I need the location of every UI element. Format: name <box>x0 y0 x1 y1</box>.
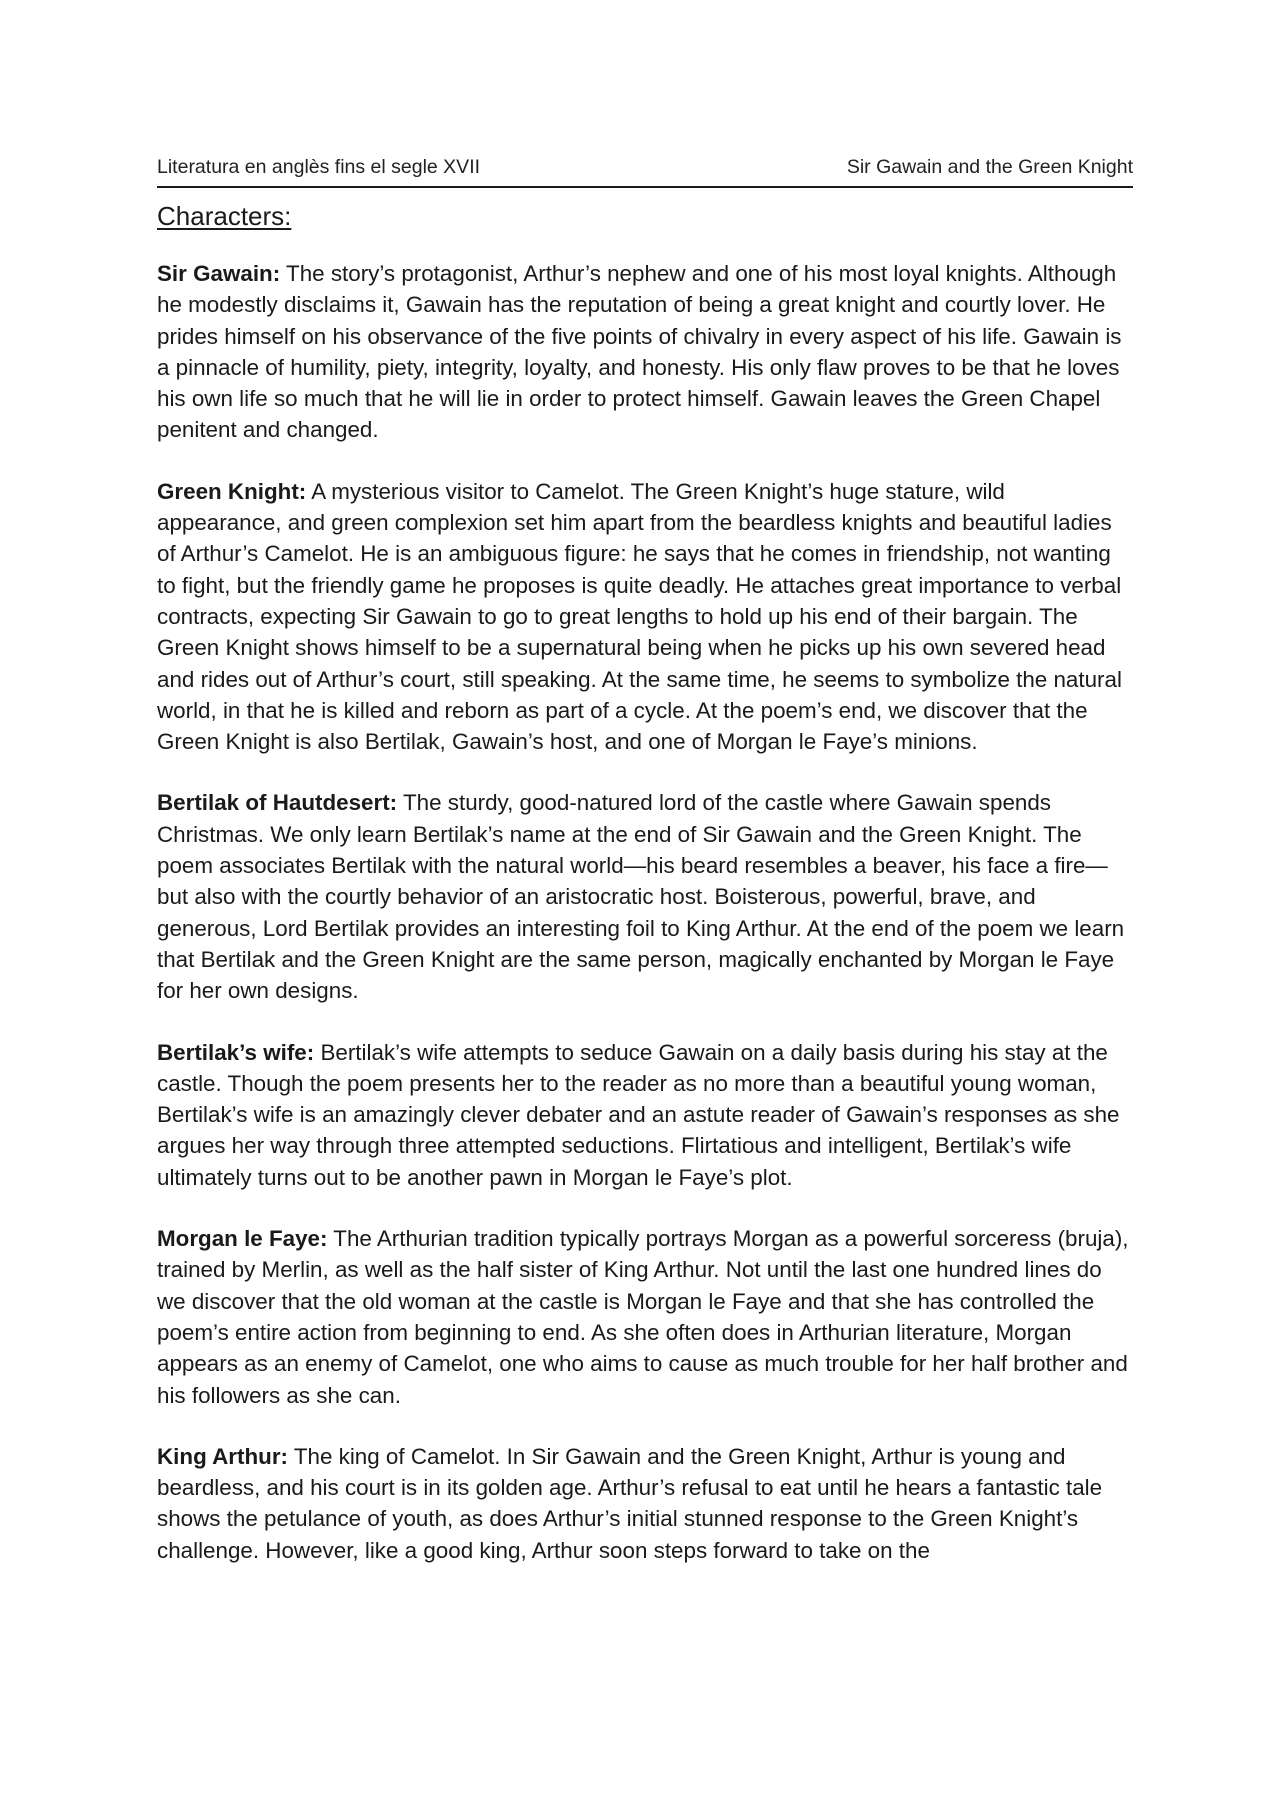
character-description: The Arthurian tradition typically portrays Morgan as a powerful sorceress (bruja), trained by Merlin, as well as the half sister of King Arthur. Not until the last one hundred lines do we discover that the old woman at the castle is Morgan le Faye and that she has controlled the poem’s entire action from beginning to end. As she often does in Arthurian literature, Morgan appears as an enemy of Camelot, one who aims to cause as much trouble for her half brother and his followers as she can. <box>157 1226 1129 1408</box>
header-work-title: Sir Gawain and the Green Knight <box>846 156 1133 178</box>
page-header <box>157 154 1133 180</box>
character-description: The king of Camelot. In Sir Gawain and the Green Knight, Arthur is young and beardless, and his court is in its golden age. Arthur’s refusal to eat until he hears a fantastic tale shows the petulance of youth, as does Arthur’s initial stunned response to the Green Knight’s challenge. However, like a good king, Arthur soon steps forward to take on the <box>157 1443 1103 1563</box>
character-entry-sir-gawain <box>157 258 1133 446</box>
character-entry-green-knight <box>157 476 1133 758</box>
character-name: Morgan le Faye: <box>157 1226 328 1252</box>
character-description: A mysterious visitor to Camelot. The Green Knight’s huge stature, wild appearance, and green complexion set him apart from the beardless knights and beautiful ladies of Arthur’s Camelot. He is an ambiguous figure: he says that he comes in friendship, not wanting to fight, but the friendly game he proposes is quite deadly. He attaches great importance to verbal contracts, expecting Sir Gawain to go to great lengths to hold up his end of their bargain. The Green Knight shows himself to be a supernatural being when he picks up his own severed head and rides out of Arthur’s court, still speaking. At the same time, he seems to symbolize the natural world, in that he is killed and reborn as part of a cycle. At the poem’s end, we discover that the Green Knight is also Bertilak, Gawain’s host, and one of Morgan le Faye’s minions. <box>157 478 1122 755</box>
character-name: Green Knight: <box>157 478 307 504</box>
character-name: Bertilak’s wife: <box>157 1039 315 1065</box>
document-page <box>157 154 1133 1566</box>
character-list <box>157 258 1133 1566</box>
header-course-title: Literatura en anglès fins el segle XVII <box>157 156 481 178</box>
character-entry-bertilak <box>157 787 1133 1006</box>
character-entry-morgan-le-faye <box>157 1223 1133 1411</box>
character-description: The story’s protagonist, Arthur’s nephew and one of his most loyal knights. Although he modestly disclaims it, Gawain has the reputation of being a great knight and courtly lover. He prides himself on his observance of the five points of chivalry in every aspect of his life. Gawain is a pinnacle of humility, piety, integrity, loyalty, and honesty. His only flaw proves to be that he loves his own life so much that he will lie in order to protect himself. Gawain leaves the Green Chapel penitent and changed. <box>157 261 1122 443</box>
character-description: Bertilak’s wife attempts to seduce Gawain on a daily basis during his stay at the castle. Though the poem presents her to the reader as no more than a beautiful young woman, Bertilak’s wife is an amazingly clever debater and an astute reader of Gawain’s responses as she argues her way through three attempted seductions. Flirtatious and intelligent, Bertilak’s wife ultimately turns out to be another pawn in Morgan le Faye’s plot. <box>157 1039 1120 1190</box>
character-entry-bertilaks-wife <box>157 1037 1133 1193</box>
character-name: King Arthur: <box>157 1443 288 1469</box>
header-divider <box>157 186 1133 188</box>
character-name: Bertilak of Hautdesert: <box>157 790 398 816</box>
character-entry-king-arthur <box>157 1441 1133 1566</box>
character-description: The sturdy, good-natured lord of the castle where Gawain spends Christmas. We only learn Bertilak’s name at the end of Sir Gawain and the Green Knight. The poem associates Bertilak with the natural world—his beard resembles a beaver, his face a fire—but also with the courtly behavior of an aristocratic host. Boisterous, powerful, brave, and generous, Lord Bertilak provides an interesting foil to King Arthur. At the end of the poem we learn that Bertilak and the Green Knight are the same person, magically enchanted by Morgan le Faye for her own designs. <box>157 790 1125 1004</box>
section-title: Characters: <box>157 201 292 231</box>
character-name: Sir Gawain: <box>157 261 281 286</box>
